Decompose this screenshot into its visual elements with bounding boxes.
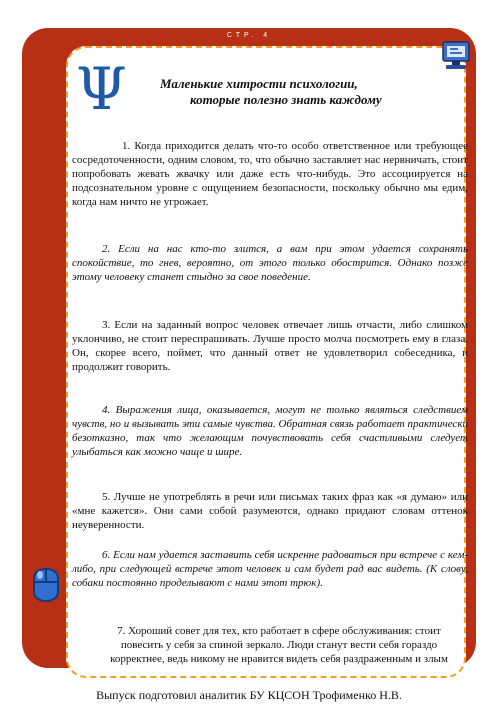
- tip-3: 3. Если на заданный вопрос человек отвечает лишь отчасти, либо слишком уклончиво, не стоит переспрашивать. Лучше просто молча посмотреть ему в глаза. Он, скорее всего, поймет, что данный ответ не удовлетворил собеседника, и продолжит говорить.: [72, 319, 468, 373]
- psi-symbol: Ψ: [76, 55, 127, 123]
- tip-7: 7. Хороший совет для тех, кто работает в сфере обслуживания: стоит повесить у себя за спиной зеркало. Люди станут вести себя гораздо корректнее, ведь никому не нравится видеть себя раздраженным и злым: [110, 625, 448, 665]
- title-line-2: которые полезно знать каждому: [190, 92, 382, 107]
- computer-icon: [440, 38, 474, 72]
- tip-5: 5. Лучше не употреблять в речи или письмах таких фраз как «я думаю» или «мне кажется». Они сами собой разумеются, однако придают словам оттенок неуверенности.: [72, 491, 468, 531]
- tip-1: 1. Когда приходится делать что-то особо ответственное или требующее сосредоточенности, одним словом, то, что обычно заставляет нас нервничать, стоит попробовать жевать жвачку или даже есть что-нибудь. Это ассоциируется на подсознательном уровне с ощущением безопасности, поскольку обычно мы едим, когда нам ничто не угрожает.: [72, 140, 468, 208]
- page-title: [150, 76, 462, 108]
- footer-credit: Выпуск подготовил аналитик БУ КЦСОН Трофименко Н.В.: [96, 688, 402, 702]
- title-line-1: Маленькие хитрости психологии,: [160, 76, 358, 91]
- tip-6: 6. Если нам удается заставить себя искренне радоваться при встрече с кем-либо, при следующей встрече этот человек и сам будет рад вас видеть. (К слову, собаки постоянно проделывают с нами этот трюк).: [72, 549, 468, 589]
- tip-4: 4. Выражения лица, оказывается, могут не только являться следствием чувств, но и вызывать эти самые чувства. Обратная связь работает практически безотказно, так что желающим почувствовать себя счастливыми следует улыбаться как можно чаще и шире.: [72, 404, 468, 458]
- mouse-icon: [26, 560, 66, 606]
- page-label: СТР. 4: [226, 32, 272, 39]
- tip-2: 2. Если на нас кто-то злится, а вам при этом удается сохранять спокойствие, то гнев, вероятно, от этого только обострится. Однако позже этому человеку станет стыдно за свое поведение.: [72, 243, 468, 283]
